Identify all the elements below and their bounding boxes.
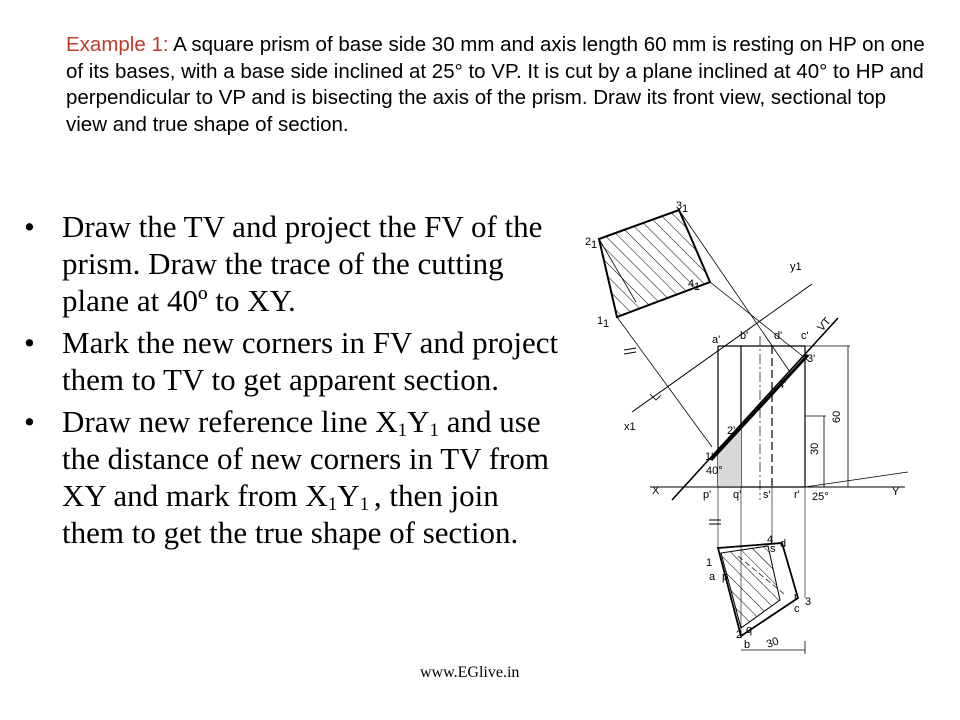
bullet-text: , then join them to get the true shape of section. xyxy=(62,478,519,550)
svg-text:q': q' xyxy=(733,489,742,501)
bullet-text: Draw new reference line X xyxy=(62,404,398,439)
svg-text:s: s xyxy=(770,543,776,555)
svg-text:30: 30 xyxy=(809,442,821,455)
section-diagram xyxy=(560,190,920,670)
svg-text:b: b xyxy=(744,639,751,651)
svg-text:1: 1 xyxy=(706,557,713,569)
subscript: 1 xyxy=(359,494,374,515)
svg-text:1': 1' xyxy=(705,451,714,463)
true-shape-section xyxy=(599,210,710,317)
svg-text:x1: x1 xyxy=(624,421,636,433)
svg-text:1: 1 xyxy=(694,281,701,293)
svg-text:2: 2 xyxy=(585,236,592,248)
svg-text:60: 60 xyxy=(831,410,843,423)
example-text: A square prism of base side 30 mm and axis length 60 mm is resting on HP on one of its bases, with a base side inclined at 25° to VP. It is cut by a plane inclined at 40° to HP and perpendicular to VP and is bisecting the axis of the prism. Draw its front view, sectional top view and true shape of section. xyxy=(66,33,925,136)
svg-text:y1: y1 xyxy=(790,261,802,273)
list-item xyxy=(24,403,564,551)
svg-text:3: 3 xyxy=(676,200,683,212)
svg-text:1: 1 xyxy=(682,203,689,215)
svg-text:c: c xyxy=(794,603,800,615)
svg-text:r: r xyxy=(794,591,798,603)
svg-text:d': d' xyxy=(774,330,783,342)
subscript: 1 xyxy=(327,494,338,515)
bullet-text: Y xyxy=(337,478,360,513)
footer-url: www.EGlive.in xyxy=(420,664,520,681)
svg-text:4: 4 xyxy=(688,278,695,290)
svg-text:2': 2' xyxy=(727,425,736,437)
cutting-plane-vt xyxy=(672,318,838,500)
bullet-dot-icon: • xyxy=(24,325,35,360)
svg-text:d: d xyxy=(780,538,787,550)
svg-text:1: 1 xyxy=(597,315,604,327)
svg-text:c': c' xyxy=(801,330,809,342)
bullet-text: and use the distance of new corners in TV from XY and mark from X xyxy=(62,404,549,513)
svg-text:a': a' xyxy=(712,334,721,346)
svg-text:s': s' xyxy=(763,489,771,501)
svg-text:p': p' xyxy=(703,489,712,501)
bullet-dot-icon: • xyxy=(24,404,35,439)
svg-text:r': r' xyxy=(794,489,800,501)
bullet-dot-icon: • xyxy=(24,209,35,244)
svg-text:3: 3 xyxy=(805,596,812,608)
list-item xyxy=(24,324,564,398)
list-item xyxy=(24,208,564,319)
instruction-list xyxy=(24,208,564,556)
svg-text:40°: 40° xyxy=(706,465,723,477)
svg-text:4: 4 xyxy=(767,534,774,546)
bullet-text: Y xyxy=(407,404,430,439)
svg-text:a: a xyxy=(709,571,716,583)
svg-text:b': b' xyxy=(740,330,749,342)
svg-text:1: 1 xyxy=(591,239,598,251)
bullet-text: Draw the TV and project the FV of the prism. Draw the trace of the cutting plane at 40º to XY. xyxy=(62,209,543,318)
svg-text:1: 1 xyxy=(603,318,610,330)
example-statement xyxy=(66,32,926,138)
svg-text:q: q xyxy=(746,624,753,636)
svg-text:p: p xyxy=(722,571,729,583)
svg-text:Y: Y xyxy=(892,486,900,498)
svg-text:30: 30 xyxy=(764,635,781,651)
x1y1-reference-line xyxy=(632,284,812,412)
bullet-text: Mark the new corners in FV and project them to TV to get apparent section. xyxy=(62,325,559,397)
svg-text:VT: VT xyxy=(815,315,834,335)
subscript: 1 xyxy=(397,420,408,441)
svg-text:2: 2 xyxy=(736,629,743,641)
example-label: Example 1: xyxy=(66,33,169,56)
svg-text:4': 4' xyxy=(778,379,787,391)
svg-text:3': 3' xyxy=(807,353,816,365)
subscript: 1 xyxy=(429,420,440,441)
svg-text:25°: 25° xyxy=(812,491,829,503)
svg-text:X: X xyxy=(652,485,660,497)
